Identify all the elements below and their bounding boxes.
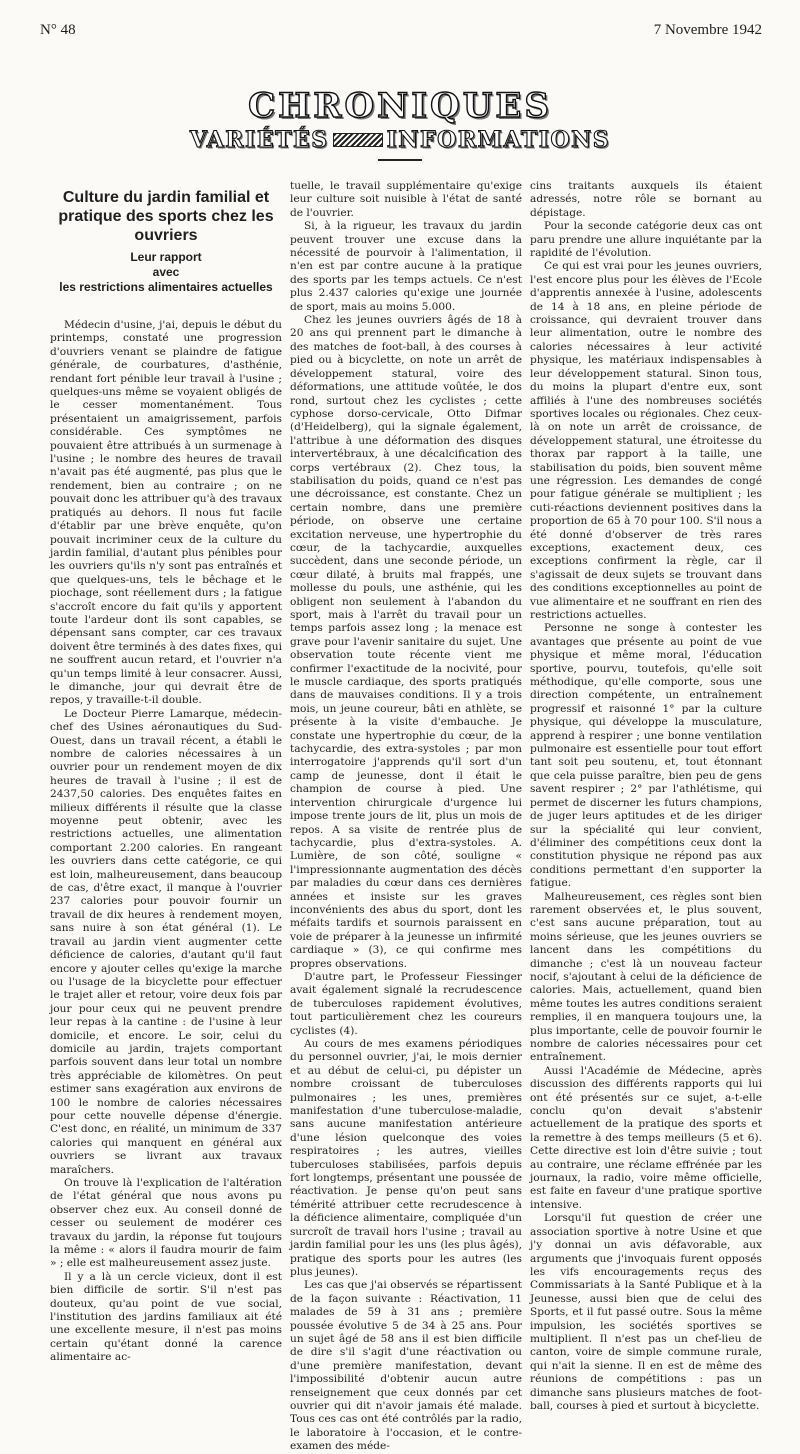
- paragraph: cins traitants auxquels ils étaient adressés, notre rôle se bornant au dépistage.: [530, 180, 762, 219]
- paragraph: D'autre part, le Professeur Fiessinger avait également signalé la recrudescence de tuberculoses rapidement évolutives, tout particulièrement chez les coureurs cyclistes (4).: [290, 970, 522, 1037]
- publication-date: 7 Novembre 1942: [653, 22, 762, 38]
- article-subtitle-line-3: les restrictions alimentaires actuelles: [59, 280, 273, 294]
- masthead: [0, 86, 800, 161]
- paragraph: Lorsqu'il fut question de créer une association sportive à notre Usine et que j'y donnai un avis défavorable, aux arguments que j'invoquais furent opposés les vifs encouragements reçus des Commissariats à la Santé Publique et à la Jeunesse, aussi bien que de celui des Sports, et il fut passé outre. Sous la même impulsion, les sociétés sportives se multiplient. Il n'est pas un chef-lieu de canton, voire de simple commune rurale, qui n'ait la sienne. Il en est de même des réunions de compétitions : pas un dimanche sans plusieurs matches de foot-ball, courses à pied et surtout à bicyclette.: [530, 1212, 762, 1412]
- paragraph: Médecin d'usine, j'ai, depuis le début du printemps, constaté une progression d'ouvriers venant se plaindre de fatigue générale, de courbatures, d'asthénie, rendant fort pénible leur travail à l'usine ; quelques-uns même se voyaient obligés de le cesser momentanément. Tous présentaient un amaigrissement, parfois considérable. Ces symptômes ne pouvaient être attribués à un surmenage à l'usine ; le nombre des heures de travail n'avait pas été augmenté, pas plus que le rendement, bien au contraire ; on ne pouvait donc les attribuer qu'à des travaux pratiqués au dehors. Il nous fut facile d'établir par une brève enquête, qu'on pouvait incriminer ceux de la culture du jardin familial, d'autant plus pénibles pour les ouvriers qu'ils n'y sont pas entraînés et que quelques-uns, tels le bêchage et le piochage, sont réellement durs ; la fatigue s'accroît encore du fait qu'ils y apportent toute l'ardeur dont ils sont capables, se dépensant sans compter, car ces travaux doivent être terminés à des dates fixes, qui ne souffrent aucun retard, et l'ouvrier n'a qu'un temps limité à leur consacrer. Aussi, le dimanche, jour qui devrait être de repos, y travaille-t-il double.: [50, 319, 282, 707]
- masthead-title: CHRONIQUES: [248, 86, 552, 126]
- paragraph: Le Docteur Pierre Lamarque, médecin-chef des Usines aéronautiques du Sud-Ouest, dans un travail récent, a établi le nombre de calories nécessaires à un ouvrier pour un rendement moyen de dix heures de travail à l'usine ; il est de 2437,50 calories. Des enquêtes faites en milieux différents il résulte que la classe moyenne peut obtenir, avec les restrictions actuelles, une alimentation comportant 2.200 calories. En rangeant les ouvriers dans cette catégorie, ce qui est loin, malheureusement, dans beaucoup de cas, d'être exact, il manque à l'ouvrier 237 calories pour pouvoir fournir un travail de dix heures à rendement moyen, sans nuire à son état général (1). Le travail au jardin vient augmenter cette déficience de calories, d'autant qu'il faut encore y ajouter celles qu'exige la marche ou l'usage de la bicyclette pour effectuer le trajet aller et retour, voire deux fois par jour pour ceux qui ne peuvent prendre leur repas à la cantine : de l'usine à leur domicile, et encore. Le soir, celui du domicile au jardin, trajets comportant parfois souvent dans leur total un nombre très appréciable de kilomètres. On peut estimer sans exagération aux environs de 100 le nombre de calories nécessaires pour cette nouvelle dépense d'énergie. C'est donc, en réalité, un minimum de 337 calories qui manquent en général aux ouvriers se livrant aux travaux maraîchers.: [50, 707, 282, 1176]
- paragraph: Aussi l'Académie de Médecine, après discussion des différents rapports qui lui ont été présentés sur ce sujet, a-t-elle conclu qu'on devait s'abstenir actuellement de la pratique des sports et la remettre à des temps meilleurs (5 et 6). Cette directive est loin d'être suivie ; tout au contraire, une réclame effrénée par les journaux, la radio, voire même officielle, est faite en faveur d'une pratique sportive intensive.: [530, 1064, 762, 1211]
- paragraph: Malheureusement, ces règles sont bien rarement observées et, le plus souvent, c'est sans aucune préparation, tout au moins sérieuse, que les jeunes ouvriers se lancent dans les compétitions du dimanche ; c'est là un nouveau facteur nocif, s'ajoutant à celui de la déficience de calories. Mais, actuellement, quand bien même toutes les autres conditions seraient remplies, il en manquera toujours une, la plus importante, celle de pouvoir fournir le nombre de calories nécessaires pour cet entraînement.: [530, 890, 762, 1064]
- paragraph: Ce qui est vrai pour les jeunes ouvriers, l'est encore plus pour les élèves de l'Ecole d'apprentis annexée à l'usine, adolescents de 14 à 18 ans, en pleine période de croissance, qui devraient trouver dans leur alimentation, outre le nombre des calories nécessaires à leur activité physique, les matériaux indispensables à leur développement statural. Sinon tous, du moins la plupart d'entre eux, sont affiliés à l'une des nombreuses sociétés sportives locales ou régionales. Chez ceux-là on note un arrêt de croissance, de développement statural, une étroitesse du thorax par rapport à la taille, une stabilisation du poids, bien souvent même une régression. Les demandes de congé pour fatigue générale se multiplient ; les cuti-réactions deviennent positives dans la proportion de 65 à 70 pour 100. S'il nous a été donné d'observer de très rares exceptions, exactement deux, ces exceptions confirment la règle, car il s'agissait de deux sujets se trouvant dans des conditions exceptionnelles au point de vue alimentaire et ne souffrant en rien des restrictions actuelles.: [530, 260, 762, 621]
- masthead-subtitle: [0, 126, 800, 154]
- masthead-varietes: VARIÉTÉS: [189, 127, 329, 153]
- masthead-rule: [378, 159, 422, 161]
- paragraph: Pour la seconde catégorie deux cas ont paru prendre une allure inquiétante par la rapidité de l'évolution.: [530, 220, 762, 260]
- paragraph: Personne ne songe à contester les avantages que présente au point de vue physique et même moral, l'éducation sportive, pourvu, toutefois, qu'elle soit méthodique, qu'elle comporte, sous une direction compétente, un entraînement progressif et raisonné 1° par la culture physique, qui développe la musculature, apprend à respirer ; une bonne ventilation pulmonaire est essentielle pour tout effort tant soit peu soutenu, et, tout étonnant que cela puisse paraître, bien peu de gens savent respirer ; 2° par l'athlétisme, qui permet de discerner les futurs champions, de juger leurs aptitudes et de les diriger sur la spécialité qui leur convient, d'éliminer des compétitions ceux dont la constitution physique ne répond pas aux conditions permettant d'en supporter la fatigue.: [530, 622, 762, 890]
- paragraph: Il y a là un cercle vicieux, dont il est bien difficile de sortir. S'il n'est pas douteux, qu'au point de vue social, l'institution des jardins familiaux ait été une excellente mesure, il n'est pas moins certain qu'étant donné la carence alimentaire ac-: [50, 1270, 282, 1364]
- article-title: Culture du jardin familial et pratique des sports chez les ouvriers: [58, 189, 274, 244]
- column-1: [50, 180, 282, 1454]
- paragraph: tuelle, le travail supplémentaire qu'exige leur culture soit nuisible à l'état de santé de l'ouvrier.: [290, 180, 522, 219]
- paragraph: Les cas que j'ai observés se répartissent de la façon suivante : Réactivation, 11 malades de 59 à 31 ans ; première poussée évolutive 5 de 34 à 25 ans. Pour un sujet âgé de 58 ans il est bien difficile de dire s'il s'agit d'une réactivation ou d'une première manifestation, devant l'impossibilité d'obtenir aucun autre renseignement que ceux donnés par cet ouvrier qui dit n'avoir jamais été malade. Tous ces cas ont été contrôlés par la radio, le laboratoire à l'occasion, et le contre-examen des méde-: [290, 1279, 522, 1453]
- masthead-informations: INFORMATIONS: [386, 127, 611, 153]
- column-2: [290, 180, 522, 1454]
- page-header: [40, 22, 762, 46]
- column-3: [530, 180, 762, 1454]
- paragraph: Chez les jeunes ouvriers âgés de 18 à 20 ans qui prennent part le dimanche à des matches de foot-ball, à des courses à pied ou à bicyclette, on note un arrêt de développement statural, voire des déformations, une attitude voûtée, le dos rond, surtout chez les cyclistes ; cette cyphose dorso-cervicale, Otto Difmar (d'Heidelberg), qui la signale également, l'attribue à une déformation des disques intervertébraux, à une décalcification des corps vertébraux (2). Chez tous, la stabilisation du poids, quand ce n'est pas une décroissance, est constante. Chez un certain nombre, dans une première période, on observe une certaine excitation nerveuse, une hypertrophie du cœur, de la tachycardie, auxquelles succèdent, dans une seconde période, un cœur dilaté, à bruits mal frappés, une mollesse du pouls, une asthénie, qui les obligent non seulement à l'abandon du sport, mais à l'arrêt du travail pour un temps parfois assez long ; la menace est grave pour l'avenir sanitaire du sujet. Une observation toute récente vient me confirmer l'exactitude de la nocivité, pour le muscle cardiaque, des sports pratiqués dans de mauvaises conditions. Il y a trois mois, un jeune coureur, bâti en athlète, se présente à la visite d'embauche. Je constate une hypertrophie du cœur, de la tachycardie, des extra-systoles ; par mon interrogatoire j'apprends qu'il sort d'un camp de jeunesse, dont il était le champion de course à pied. Une intervention chirurgicale d'urgence lui impose trente jours de lit, plus un mois de repos. A sa visite de rentrée plus de tachycardie, plus d'extra-systoles. A. Lumière, de son côté, souligne « l'impressionnante augmentation des décès par maladies du cœur dans ces dernières années et insiste sur les graves inconvénients des abus du sport, dont les méfaits tardifs et sournois paraissent en voie de préparer à la jeunesse un infirmité cardiaque » (3), ce qui confirme mes propres observations.: [290, 314, 522, 970]
- masthead-ornament: [333, 133, 383, 147]
- article-subtitle-line-1: Leur rapport: [130, 250, 202, 264]
- article-columns: [50, 180, 762, 1453]
- paragraph: On trouve là l'explication de l'altération de l'état général que nous avons pu observer chez eux. Au conseil donné de cesser ou seulement de modérer ces travaux du jardin, la réponse fut toujours la même : « alors il faudra mourir de faim » ; elle est malheureusement assez juste.: [50, 1177, 282, 1270]
- paragraph: Au cours de mes examens périodiques du personnel ouvrier, j'ai, le mois dernier et au début de celui-ci, pu dépister un nombre croissant de tuberculoses pulmonaires ; les unes, premières manifestation d'une tuberculose-maladie, sans aucune manifestation antérieure d'une lésion quelconque des voies respiratoires ; les autres, vieilles tuberculoses stabilisées, parfois depuis fort longtemps, présentant une poussée de réactivation. Je pense qu'on peut sans témérité attribuer cette recrudescence à la déficience alimentaire, compliquée d'un surcroît de travail hors l'usine ; travail au jardin familial pour les uns (les plus âgés), pratique des sports pour les autres (les plus jeunes).: [290, 1038, 522, 1278]
- paragraph: Si, à la rigueur, les travaux du jardin peuvent trouver une excuse dans la nécessité de pourvoir à l'alimentation, il n'en est par contre aucune à la pratique des sports par les temps actuels. Ce n'est plus 2.437 calories qu'exige une journée de sport, mais au moins 5.000.: [290, 220, 522, 313]
- page-number: N° 48: [40, 22, 76, 38]
- article-subtitle: [50, 250, 282, 295]
- article-subtitle-line-2: avec: [152, 265, 180, 279]
